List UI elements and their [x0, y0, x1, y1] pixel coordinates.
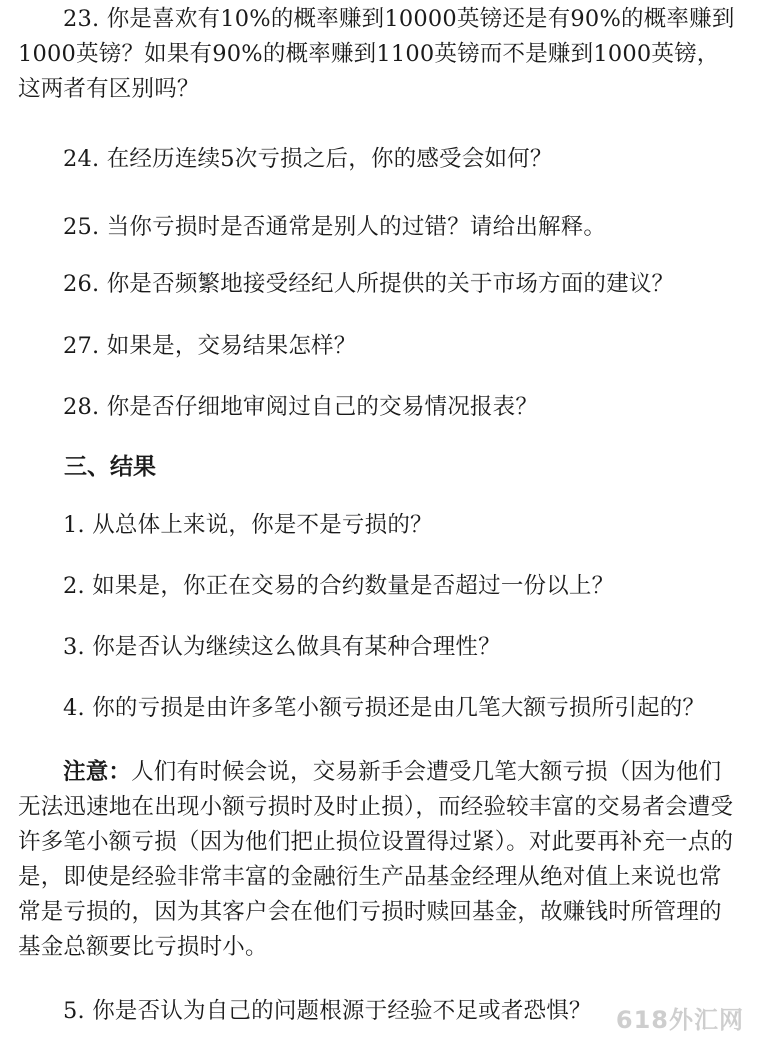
- question-23: 23. 你是喜欢有10%的概率赚到10000英镑还是有90%的概率赚到1000英镑？如果有90%的概率赚到1100英镑而不是赚到1000英镑，这两者有区别吗？: [18, 6, 735, 102]
- note-paragraph: [18, 755, 740, 965]
- note-label: 注意：: [63, 759, 132, 785]
- question-27: 27. 如果是，交易结果怎样？: [63, 333, 357, 359]
- result-question-2: 2. 如果是，你正在交易的合约数量是否超过一份以上？: [63, 573, 615, 599]
- result-question-1: 1. 从总体上来说，你是不是亏损的？: [63, 512, 433, 538]
- question-25: 25. 当你亏损时是否通常是别人的过错？请给出解释。: [63, 214, 607, 240]
- result-question-3: 3. 你是否认为继续这么做具有某种合理性？: [63, 634, 501, 660]
- question-28: 28. 你是否仔细地审阅过自己的交易情况报表？: [63, 394, 539, 420]
- note-text: 人们有时候会说，交易新手会遭受几笔大额亏损（因为他们无法迅速地在出现小额亏损时及时止损），而经验较丰富的交易者会遭受许多笔小额亏损（因为他们把止损位设置得过紧）。对此要再补充一点的是，即使是经验非常丰富的金融衍生产品基金经理从绝对值上来说也常常是亏损的，因为其客户会在他们亏损时赎回基金，故赚钱时所管理的基金总额要比亏损时小。: [18, 759, 734, 960]
- section-heading-results: 三、结果: [64, 453, 156, 480]
- question-24: 24. 在经历连续5次亏损之后，你的感受会如何？: [63, 146, 553, 172]
- result-question-5: 5. 你是否认为自己的问题根源于经验不足或者恐惧？: [63, 998, 592, 1024]
- result-question-4: 4. 你的亏损是由许多笔小额亏损还是由几笔大额亏损所引起的？: [63, 695, 706, 721]
- watermark-logo: 618外汇网: [615, 1006, 744, 1034]
- question-26: 26. 你是否频繁地接受经纪人所提供的关于市场方面的建议？: [63, 271, 675, 297]
